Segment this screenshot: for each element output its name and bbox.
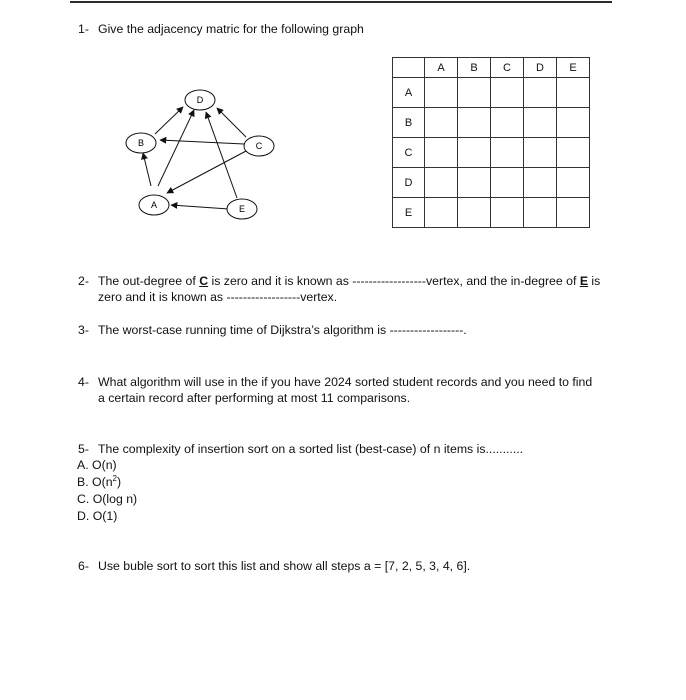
matrix-cell[interactable] <box>425 138 458 168</box>
edge-e-to-d <box>206 112 237 198</box>
top-rule <box>70 1 612 3</box>
matrix-cell[interactable] <box>491 108 524 138</box>
graph-node-a <box>139 195 169 215</box>
matrix-cell[interactable] <box>557 108 590 138</box>
graph-node-b <box>126 133 156 153</box>
matrix-cell[interactable] <box>458 168 491 198</box>
question-number: 4- <box>78 375 89 389</box>
matrix-col-header: C <box>491 58 524 78</box>
option-a: A. O(n) <box>77 458 117 472</box>
edge-c-to-d <box>217 108 246 137</box>
question-number: 3- <box>78 323 89 337</box>
matrix-cell[interactable] <box>557 168 590 198</box>
node-label: E <box>238 204 246 214</box>
matrix-cell[interactable] <box>524 198 557 228</box>
matrix-row-header: C <box>393 138 425 168</box>
edge-a-to-d <box>158 110 194 186</box>
matrix-col-header: B <box>458 58 491 78</box>
graph-node-c <box>244 136 274 156</box>
adjacency-matrix <box>392 57 590 228</box>
node-label: D <box>196 95 204 105</box>
matrix-col-header: E <box>557 58 590 78</box>
matrix-col-header: A <box>425 58 458 78</box>
matrix-corner <box>393 58 425 78</box>
option-b: B. $O(n^2)$ <box>77 473 122 489</box>
matrix-cell[interactable] <box>458 198 491 228</box>
question-number: 5- <box>78 442 89 456</box>
edge-c-to-b <box>160 140 244 144</box>
graph-node-e <box>227 199 257 219</box>
question-number: 1- <box>78 22 89 36</box>
matrix-cell[interactable] <box>557 138 590 168</box>
matrix-cell[interactable] <box>491 138 524 168</box>
matrix-row-header: D <box>393 168 425 198</box>
question-text: The complexity of insertion sort on a sorted list (best-case) of n items is........... <box>98 442 524 456</box>
question-text-line-2: zero and it is known as ------------------vertex. <box>98 290 338 304</box>
question-number: 2- <box>78 274 89 288</box>
matrix-row-header: B <box>393 108 425 138</box>
vertex-c-label: C <box>199 274 209 288</box>
matrix-cell[interactable] <box>524 78 557 108</box>
question-text: Give the adjacency matric for the following graph <box>98 22 364 36</box>
matrix-cell[interactable] <box>491 168 524 198</box>
question-number: 6- <box>78 559 89 573</box>
option-c: C. O(log n) <box>77 492 138 506</box>
vertex-e-label: E <box>579 274 589 288</box>
matrix-cell[interactable] <box>491 78 524 108</box>
matrix-cell[interactable] <box>425 108 458 138</box>
matrix-cell[interactable] <box>524 168 557 198</box>
question-text-line-2: a certain record after performing at most 11 comparisons. <box>98 391 411 405</box>
question-text: Use buble sort to sort this list and show all steps a = [7, 2, 5, 3, 4, 6]. <box>98 559 471 573</box>
matrix-cell[interactable] <box>425 78 458 108</box>
matrix-cell[interactable] <box>557 198 590 228</box>
question-text-line-1: The out-degree of C is zero and it is known as ------------------vertex, and the in-degree of E is <box>98 274 601 288</box>
graph-node-d <box>185 90 215 110</box>
edge-e-to-a <box>171 205 229 209</box>
matrix-cell[interactable] <box>425 168 458 198</box>
matrix-cell[interactable] <box>524 108 557 138</box>
question-text-line-1: What algorithm will use in the if you have 2024 sorted student records and you need to find <box>98 375 593 389</box>
edge-c-to-a <box>167 151 246 193</box>
matrix-cell[interactable] <box>425 198 458 228</box>
node-label: B <box>137 138 145 148</box>
node-label: C <box>255 141 263 151</box>
matrix-row-header: E <box>393 198 425 228</box>
matrix-cell[interactable] <box>524 138 557 168</box>
edge-a-to-b <box>143 153 151 186</box>
option-d: D. O(1) <box>77 509 118 523</box>
node-label: A <box>150 200 158 210</box>
question-text: The worst-case running time of Dijkstra’s algorithm is ------------------. <box>98 323 467 337</box>
matrix-row-header: A <box>393 78 425 108</box>
matrix-cell[interactable] <box>557 78 590 108</box>
directed-graph <box>118 80 298 225</box>
matrix-cell[interactable] <box>458 78 491 108</box>
matrix-cell[interactable] <box>458 108 491 138</box>
edge-b-to-d <box>155 107 183 134</box>
matrix-cell[interactable] <box>491 198 524 228</box>
matrix-cell[interactable] <box>458 138 491 168</box>
matrix-col-header: D <box>524 58 557 78</box>
